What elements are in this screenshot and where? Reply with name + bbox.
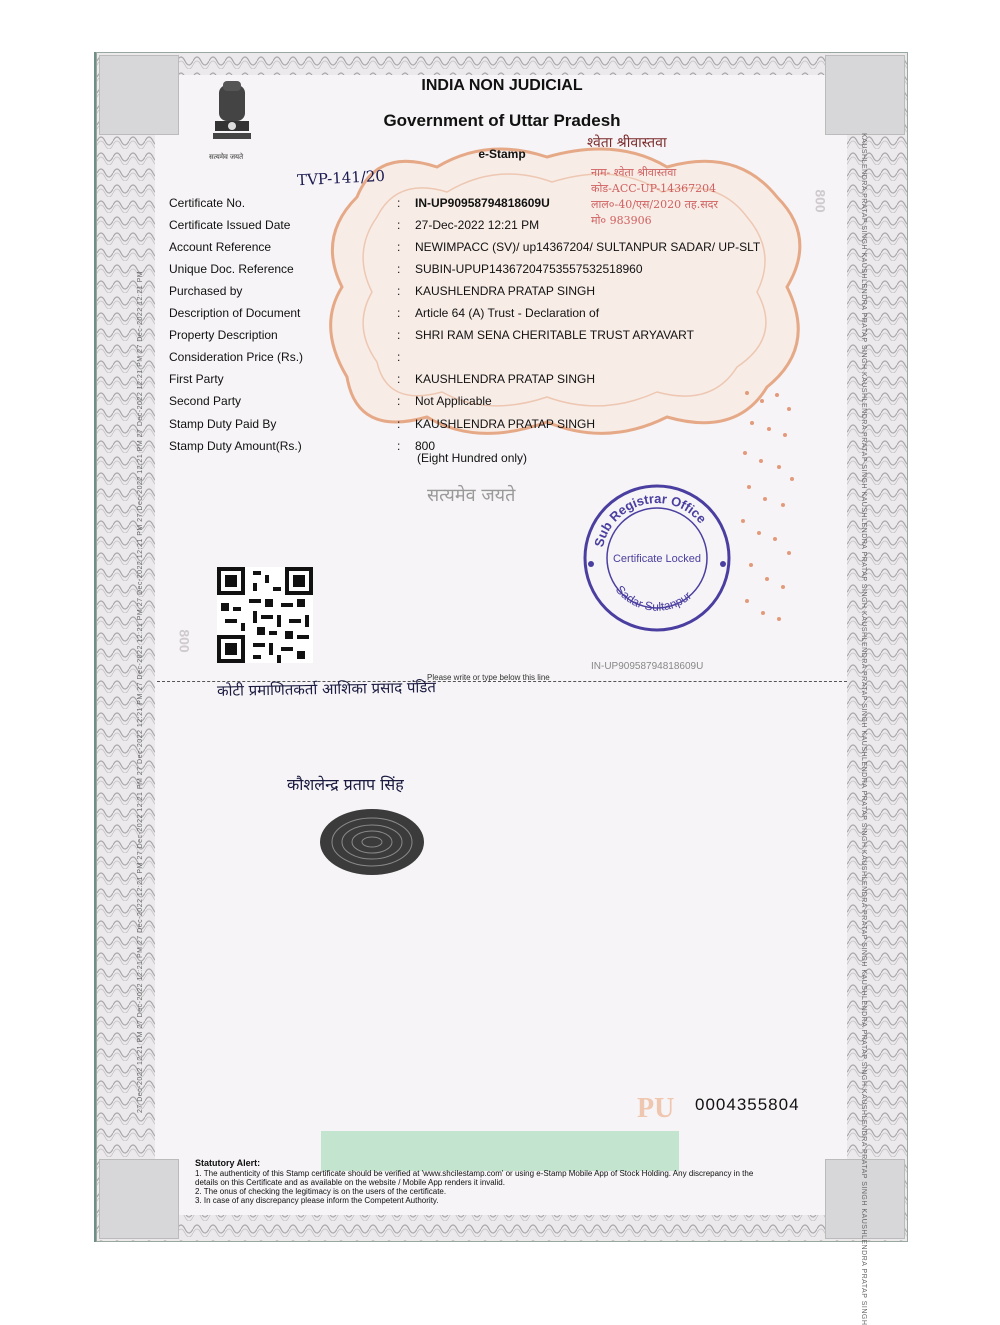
signature-hint: Please write or type below this line (427, 673, 550, 682)
stamp-paper: 27 Dec-2022 12:21 PM 27 Dec-2022 12:21 PM 27 Dec-2022 12:21 PM 27 Dec-2022 12:21 PM 27 Dec-2022 12:21 PM 27 Dec-2022 12:21 PM 27 Dec-2022 12:21 PM 27 Dec-2022 12:21 PM 27 Dec-2022 12:21 PM 27 Dec-2022 12:21 PM KAUSHLENDRA PRATAP SINGH KAUSHLENDRA PRATAP SINGH KAUSHLENDRA PRATAP SINGH KAUSHLENDRA PRATAP SINGH KAUSHLENDRA PRATAP SINGH KAUSHLENDRA PRATAP SINGH KAUSHLENDRA PRATAP SINGH KAUSHLENDRA PRATAP SINGH KAUSHLENDRA PRATAP SINGH KAUSHLENDRA PRATAP SINGH सत्यमेव जयते INDIA NON JUDICIAL Government of Uttar Pradesh e-Stamp श्वेता श्रीवास्तवा नाम- श्वेता श्रीवास्तवा कोड-ACC-UP-14367204 लाल०-40/एस/2020 तह.सदर मो० 983906 TVP-141/20 Certificate No. : IN-UP90958794818609U Certificate Issued Date : 27-Dec-2022 12:21 PM Account Reference : NEWIMPACC (SV)/ up14367204/ SULTANPUR SADAR/ UP-SLT Unique Doc. Reference : SUBIN-UPUP14367204753557532518960 Purchased by : KAUSHLENDRA PRATAP SINGH Description of Document : Article 64 (A) Trust - Declaration of Property Description : SHRI RAM SENA CHERITABLE TRUST ARYAVART Consideration Price (Rs.) : First Party : KAUSHLENDRA PRATAP SINGH Second Party : Not Applicable Stamp Duty Paid By : KAUSHLENDRA PRATAP SINGH Stamp Duty Amount(Rs.) : 800 (Eight Hundred only) सत्यमेव जयते 800 800 Sub Registrar Office Sadar Sultanpur Certificate Locked IN-UP90958794818609U Please write or type below this line कोटी प्रमाणितकर्ता आशिका प्रसाद पंडित कौशलेन्द्र प्रताप सिंह PU 0004355804 Statutory Alert: 1. The authenticity of this Stamp certificate should be verified at 'www.shcilestamp.com' or using e-Stamp Mobile App of Stock Holding. Any discrepancy in the details on this Certificate and as available on the website / Mobile App renders it invalid. 2. The onus of checking the legitimacy is on the users of the certificate. 3. In case of any discrepancy please inform the Competent Authority. (96, 52, 908, 1242)
field-value: KAUSHLENDRA PRATAP SINGH (415, 417, 596, 431)
field-value: SUBIN-UPUP14367204753557532518960 (415, 262, 643, 276)
vendor-stamp (591, 165, 718, 229)
alert-item: 1. The authenticity of this Stamp certificate should be verified at 'www.shcilestamp.com' or using e-Stamp Mobile App of Stock Holding. Any discrepancy in the details on this Certificate and as available on the website / Mobile App renders it invalid. (195, 1169, 754, 1187)
field-value: Article 64 (A) Trust - Declaration of (415, 306, 600, 320)
field-value: KAUSHLENDRA PRATAP SINGH (415, 372, 596, 386)
handwritten-signature: कौशलेन्द्र प्रताप सिंह (287, 775, 404, 794)
statutory-alert (195, 1159, 755, 1205)
seal-center-text: Certificate Locked (612, 553, 702, 565)
field-value: SHRI RAM SENA CHERITABLE TRUST ARYAVART (415, 328, 694, 342)
vendor-mobile: मो० 983906 (591, 214, 652, 227)
field-label: Account Reference (169, 240, 272, 254)
field-label: First Party (169, 372, 224, 386)
serial-number: 0004355804 (695, 1095, 800, 1114)
svg-text:Sub Registrar Office (591, 491, 709, 549)
alert-title: Statutory Alert: (195, 1158, 261, 1168)
header-india-non-judicial: INDIA NON JUDICIAL (421, 77, 583, 94)
field-label: Description of Document (169, 306, 301, 320)
field-label: Unique Doc. Reference (169, 262, 294, 276)
field-label: Property Description (169, 328, 278, 342)
seal-bottom-text: Sadar Sultanpur (612, 582, 695, 614)
dot-pattern (737, 383, 797, 623)
field-label: Second Party (169, 394, 242, 408)
vendor-signature: श्वेता श्रीवास्तवा (587, 135, 667, 151)
field-label: Purchased by (169, 284, 243, 298)
corner-ornament (99, 1159, 179, 1239)
svg-text:Sadar Sultanpur (613, 583, 694, 614)
thumbprint-icon (319, 807, 425, 877)
serial-prefix: PU (637, 1093, 675, 1124)
field-value: 27-Dec-2022 12:21 PM (415, 218, 540, 232)
amount-in-words: (Eight Hundred only) (417, 451, 528, 465)
alert-item: 2. The onus of checking the legitimacy is on the users of the certificate. (195, 1187, 447, 1196)
sub-registrar-seal (577, 478, 737, 638)
left-micro-text: 27 Dec-2022 12:21 PM 27 Dec-2022 12:21 PM 27 Dec-2022 12:21 PM 27 Dec-2022 12:21 PM 27 Dec-2022 12:21 PM 27 Dec-2022 12:21 PM 27 Dec-2022 12:21 PM 27 Dec-2022 12:21 PM 27 Dec-2022 12:21 PM 27 Dec-2022 12:21 PM (137, 270, 144, 1113)
emblem-caption: सत्यमेव जयते (209, 154, 244, 161)
field-label: Consideration Price (Rs.) (169, 350, 304, 364)
field-label: Certificate Issued Date (169, 218, 291, 232)
handwritten-reference: TVP-141/20 (296, 166, 386, 190)
faint-number: 800 (176, 629, 193, 653)
field-value: Not Applicable (415, 394, 492, 408)
field-label: Stamp Duty Paid By (169, 417, 277, 431)
alert-item: 3. In case of any discrepancy please inform the Competent Authority. (195, 1196, 439, 1205)
right-micro-text: KAUSHLENDRA PRATAP SINGH KAUSHLENDRA PRATAP SINGH KAUSHLENDRA PRATAP SINGH KAUSHLENDRA PRATAP SINGH KAUSHLENDRA PRATAP SINGH KAUSHLENDRA PRATAP SINGH KAUSHLENDRA PRATAP SINGH KAUSHLENDRA PRATAP SINGH KAUSHLENDRA PRATAP SINGH KAUSHLENDRA PRATAP SINGH (860, 133, 867, 1325)
field-label: Certificate No. (169, 196, 246, 210)
vendor-license: लाल०-40/एस/2020 तह.सदर (591, 198, 719, 211)
field-value: KAUSHLENDRA PRATAP SINGH (415, 284, 596, 298)
motto-text: सत्यमेव जयते (427, 485, 516, 506)
field-value: IN-UP90958794818609U (415, 196, 550, 210)
vendor-code: कोड-ACC-UP-14367204 (591, 182, 717, 195)
faint-number: 800 (812, 189, 829, 213)
handwritten-note: कोटी प्रमाणितकर्ता आशिका प्रसाद पंडित (216, 678, 437, 700)
header-estamp: e-Stamp (478, 147, 526, 161)
field-value: NEWIMPACC (SV)/ up14367204/ SULTANPUR SADAR/ UP-SLT (415, 240, 761, 254)
seal-top-text: Sub Registrar Office (591, 490, 710, 549)
uin-reprint: IN-UP90958794818609U (591, 661, 704, 672)
field-label: Stamp Duty Amount(Rs.) (169, 439, 302, 453)
header-government: Government of Uttar Pradesh (383, 111, 621, 130)
qr-code (217, 567, 313, 663)
vendor-name: नाम- श्वेता श्रीवास्तवा (591, 166, 677, 179)
field-value: 800 (415, 439, 436, 453)
